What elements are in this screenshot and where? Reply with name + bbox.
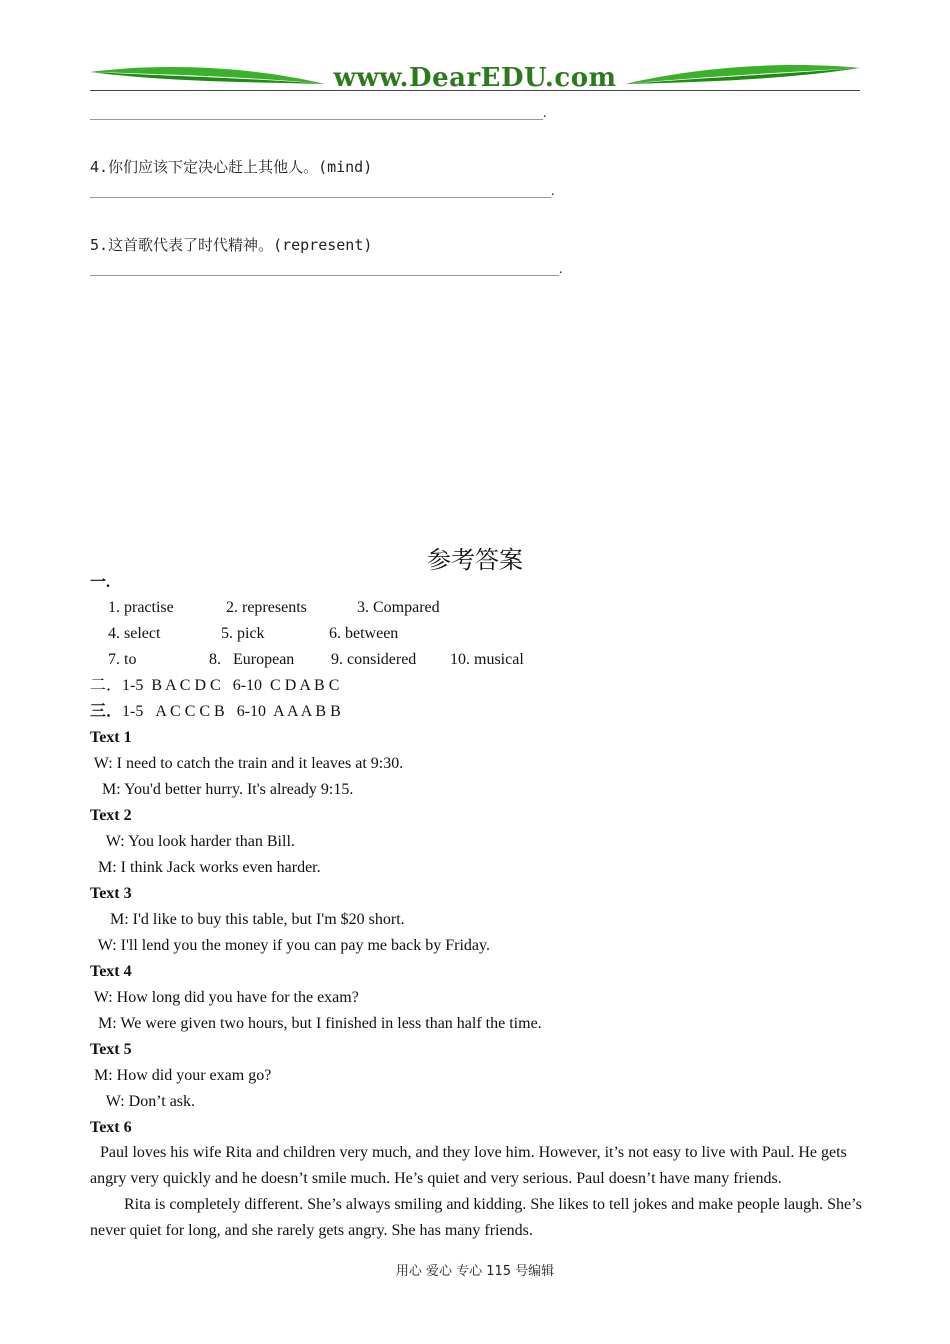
answer-key-title: 参考答案	[427, 546, 523, 574]
answer-item: 2. represents	[226, 599, 307, 616]
text-3-title: Text 3	[90, 885, 132, 902]
dialogue-line: M: You'd better hurry. It's already 9:15.	[90, 781, 354, 798]
blank-end-dot: .	[559, 262, 563, 277]
site-logo-text: www.DearEDU.com	[333, 63, 617, 93]
question-4-text: 4.你们应该下定决心赶上其他人。(mind)	[90, 158, 373, 176]
text-1-title: Text 1	[90, 729, 132, 746]
answer-blank-line	[90, 275, 559, 276]
answer-item: 4. select	[108, 625, 161, 642]
blank-end-dot: .	[551, 184, 555, 199]
text-5-title: Text 5	[90, 1041, 132, 1058]
answer-item: 1. practise	[108, 599, 174, 616]
text-2-title: Text 2	[90, 807, 132, 824]
text-4-title: Text 4	[90, 963, 132, 980]
section-3-label: 三．	[90, 703, 123, 720]
header-divider	[90, 90, 860, 91]
answer-blank-line	[90, 197, 551, 198]
dialogue-line: M: How did your exam go?	[90, 1067, 272, 1084]
dialogue-line: W: Don’t ask.	[90, 1093, 196, 1110]
section-1-label: 一.	[90, 574, 111, 591]
header-logo	[90, 58, 860, 98]
dialogue-line: M: We were given two hours, but I finished in less than half the time.	[90, 1015, 542, 1032]
text-6-title: Text 6	[90, 1119, 132, 1136]
section-2-answers	[90, 676, 339, 696]
answer-item: 3. Compared	[357, 599, 440, 616]
answer-item: 9. considered	[331, 651, 417, 668]
question-5-text: 5.这首歌代表了时代精神。(represent)	[90, 236, 373, 254]
page-footer: 用心 爱心 专心 115 号编辑	[395, 1264, 555, 1279]
text-6-paragraph-1: Paul loves his wife Rita and children very much, and they love him. However, it’s not easy to live with Paul. He gets angry very quickly and he doesn’t smile much. He’s quiet and very serious. Paul doesn’t have many friends.	[90, 1144, 847, 1187]
blank-end-dot: .	[543, 106, 547, 121]
text-6-paragraph-2: Rita is completely different. She’s always smiling and kidding. She likes to tell jokes and make people laugh. She’s never quiet for long, and she rarely gets angry. She has many friends.	[90, 1196, 862, 1239]
answer-item: 8. European	[209, 651, 295, 668]
section-3-text: 1-5 A C C C B 6-10 A A A B B	[122, 703, 341, 720]
dialogue-line: M: I think Jack works even harder.	[90, 859, 321, 876]
dialogue-line: W: I need to catch the train and it leaves at 9:30.	[90, 755, 404, 772]
dialogue-line: W: How long did you have for the exam?	[90, 989, 359, 1006]
dialogue-line: W: I'll lend you the money if you can pay me back by Friday.	[90, 937, 490, 954]
answer-item: 10. musical	[450, 651, 524, 668]
answer-item: 7. to	[108, 651, 137, 668]
answer-item: 5. pick	[221, 625, 265, 642]
dialogue-line: M: I'd like to buy this table, but I'm $20 short.	[90, 911, 405, 928]
section-2-text: 1-5 B A C D C 6-10 C D A B C	[122, 677, 340, 694]
section-3-answers	[90, 702, 341, 722]
answer-item: 6. between	[329, 625, 399, 642]
section-2-label: 二．	[90, 677, 123, 694]
dialogue-line: W: You look harder than Bill.	[90, 833, 295, 850]
answer-blank-line	[90, 119, 543, 120]
